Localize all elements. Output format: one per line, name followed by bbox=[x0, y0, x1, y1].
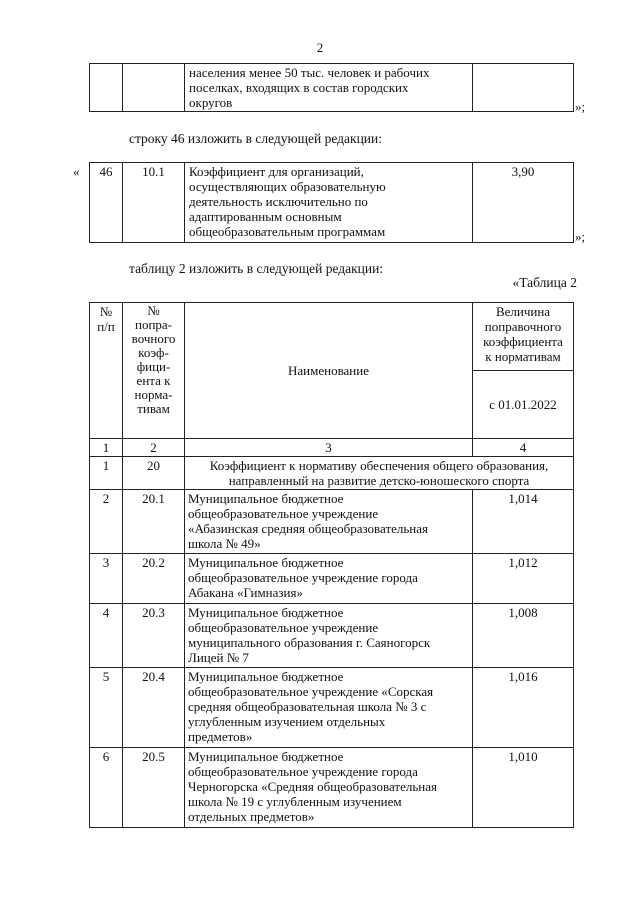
row-value: 1,016 bbox=[473, 668, 574, 748]
row-name: Муниципальное бюджетное общеобразовательное учреждение «Сорская средняя общеобразовательная школа № 3 с углубленным изучением отдельных предметов» bbox=[185, 668, 473, 748]
row-code: 20.5 bbox=[123, 748, 185, 828]
row46-code: 10.1 bbox=[123, 163, 185, 243]
header-col-value-date: с 01.01.2022 bbox=[473, 371, 574, 439]
fragment-cell-value bbox=[473, 64, 574, 112]
row-num: 2 bbox=[90, 490, 123, 554]
row-code: 20.1 bbox=[123, 490, 185, 554]
row-name: Муниципальное бюджетное общеобразовательное учреждение города Черногорска «Средняя общеобразовательная школа № 19 с углубленным изучением отдельных предметов» bbox=[185, 748, 473, 828]
fragment-tail: »; bbox=[575, 99, 586, 114]
row46-value: 3,90 bbox=[473, 163, 574, 243]
table2 bbox=[89, 302, 574, 828]
table-row bbox=[90, 668, 574, 748]
row-name: Муниципальное бюджетное общеобразовательное учреждение города Абакана «Гимназия» bbox=[185, 554, 473, 604]
fragment-cell-name: населения менее 50 тыс. человек и рабочих поселках, входящих в состав городских округов bbox=[185, 64, 473, 112]
fragment-table bbox=[89, 63, 574, 112]
table-row bbox=[90, 554, 574, 604]
fragment-cell-code bbox=[123, 64, 185, 112]
row-name: Муниципальное бюджетное общеобразовательное учреждение «Абазинская средняя общеобразовательная школа № 49» bbox=[185, 490, 473, 554]
header-col-code: № попра- вочного коэф- фици- ента к норма- тивам bbox=[123, 303, 185, 439]
fragment-cell-num bbox=[90, 64, 123, 112]
row46-open-quote: « bbox=[73, 164, 80, 179]
table2-caption: «Таблица 2 bbox=[512, 275, 577, 290]
row-num: 6 bbox=[90, 748, 123, 828]
header-col-num: № п/п bbox=[90, 303, 123, 439]
group-row-num: 1 bbox=[90, 457, 123, 490]
row-value: 1,008 bbox=[473, 604, 574, 668]
row-value: 1,014 bbox=[473, 490, 574, 554]
row46-tail: »; bbox=[575, 229, 586, 244]
row-num: 4 bbox=[90, 604, 123, 668]
col-number-4: 4 bbox=[473, 439, 574, 457]
table-row bbox=[90, 604, 574, 668]
group-row-code: 20 bbox=[123, 457, 185, 490]
row46-name: Коэффициент для организаций, осуществляющих образовательную деятельность исключительно по адаптированным основным общеобразовательным программам bbox=[185, 163, 473, 243]
row-value: 1,010 bbox=[473, 748, 574, 828]
instruction-table2: таблицу 2 изложить в следующей редакции: bbox=[129, 261, 384, 276]
page-number: 2 bbox=[316, 40, 324, 55]
row-name: Муниципальное бюджетное общеобразовательное учреждение муниципального образования г. Саяногорск Лицей № 7 bbox=[185, 604, 473, 668]
row-code: 20.4 bbox=[123, 668, 185, 748]
row46-num: 46 bbox=[90, 163, 123, 243]
row-num: 5 bbox=[90, 668, 123, 748]
row-code: 20.3 bbox=[123, 604, 185, 668]
col-number-2: 2 bbox=[123, 439, 185, 457]
group-row-name: Коэффициент к нормативу обеспечения общего образования, направленный на развитие детско-юношеского спорта bbox=[185, 457, 574, 490]
header-col-value-title: Величина поправочного коэффициента к нормативам bbox=[473, 303, 574, 371]
row-value: 1,012 bbox=[473, 554, 574, 604]
header-col-name: Наименование bbox=[185, 303, 473, 439]
table-row bbox=[90, 748, 574, 828]
row-code: 20.2 bbox=[123, 554, 185, 604]
row-num: 3 bbox=[90, 554, 123, 604]
table-row bbox=[90, 490, 574, 554]
col-number-1: 1 bbox=[90, 439, 123, 457]
instruction-row-46: строку 46 изложить в следующей редакции: bbox=[129, 131, 383, 146]
col-number-3: 3 bbox=[185, 439, 473, 457]
row46-table bbox=[89, 162, 574, 243]
